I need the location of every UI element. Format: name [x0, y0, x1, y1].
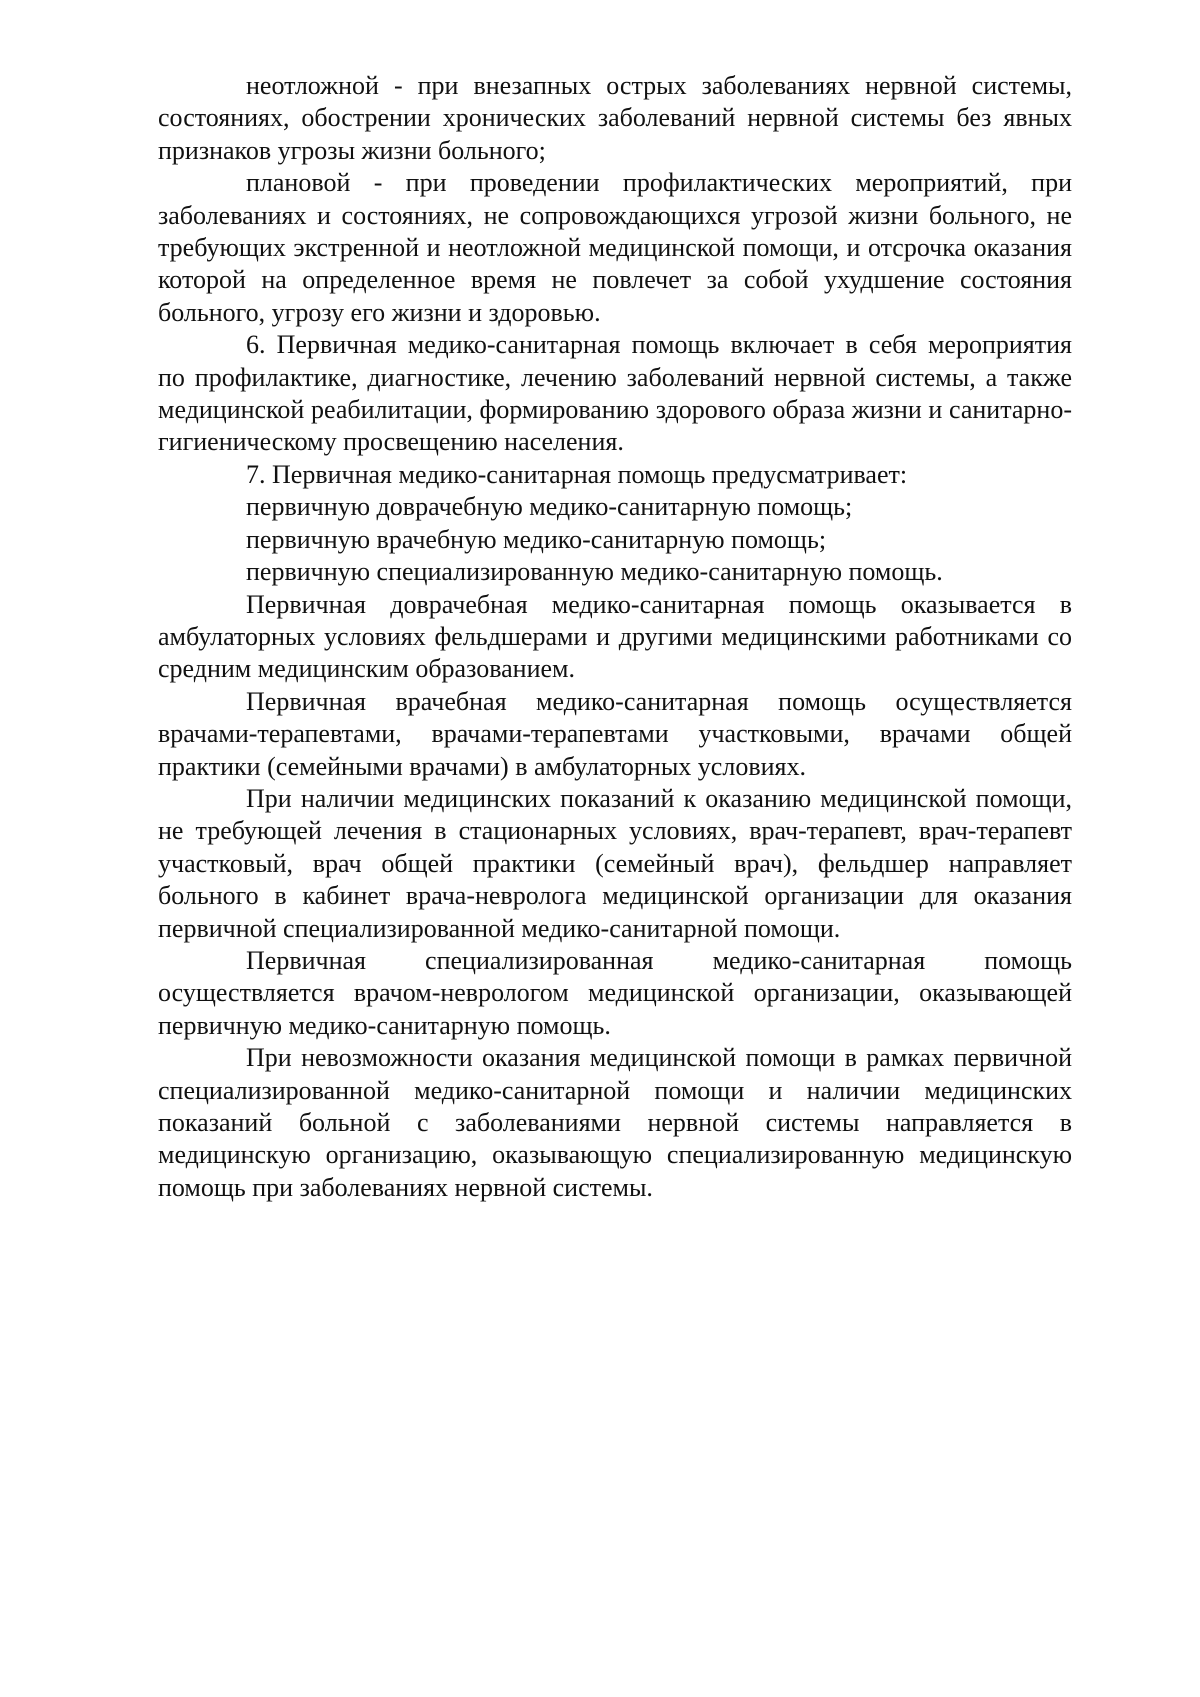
paragraph-specialized-description: Первичная специализированная медико-санитарная помощь осуществляется врачом-неврологом медицинской организации, оказывающей первичную медико-санитарную помощь. [158, 945, 1072, 1040]
paragraph-urgent-care: неотложной - при внезапных острых заболеваниях нервной системы, состояниях, обострении хронических заболеваний нервной системы без явных признаков угрозы жизни больного; [158, 71, 1072, 165]
paragraph-referral-to-specialized-organization: При невозможности оказания медицинской помощи в рамках первичной специализированной медико-санитарной помощи и наличии медицинских показаний больной с заболеваниями нервной системы направляется в медицинскую организацию, оказывающую специализированную медицинскую помощь при заболеваниях нервной системы. [158, 1043, 1072, 1202]
paragraph-planned-care: плановой - при проведении профилактических мероприятий, при заболеваниях и состояниях, не сопровождающихся угрозой жизни больного, не требующих экстренной и неотложной медицинской помощи, и отсрочка оказания которой на определенное время не повлечет за собой ухудшение состояния больного, угрозу его жизни и здоровью. [158, 168, 1072, 327]
list-item-physician-care: первичную врачебную медико-санитарную помощь; [246, 524, 827, 554]
paragraph-prehospital-description: Первичная доврачебная медико-санитарная помощь оказывается в амбулаторных условиях фельдшерами и другими медицинскими работниками со средним медицинским образованием. [158, 589, 1072, 684]
list-item-prehospital-care: первичную доврачебную медико-санитарную помощь; [246, 492, 853, 522]
paragraph-physician-description: Первичная врачебная медико-санитарная помощь осуществляется врачами-терапевтами, врачами-терапевтами участковыми, врачами общей практики (семейными врачами) в амбулаторных условиях. [158, 686, 1072, 781]
paragraph-item-6: 6. Первичная медико-санитарная помощь включает в себя мероприятия по профилактике, диагностике, лечению заболеваний нервной системы, а также медицинской реабилитации, формированию здорового образа жизни и санитарно-гигиеническому просвещению населения. [158, 330, 1072, 457]
paragraph-item-7: 7. Первичная медико-санитарная помощь предусматривает: [246, 459, 908, 489]
document-page [158, 70, 1072, 1204]
paragraph-referral-to-neurologist: При наличии медицинских показаний к оказанию медицинской помощи, не требующей лечения в стационарных условиях, врач-терапевт, врач-терапевт участковый, врач общей практики (семейный врач), фельдшер направляет больного в кабинет врача-невролога медицинской организации для оказания первичной специализированной медико-санитарной помощи. [158, 783, 1072, 943]
list-item-specialized-care: первичную специализированную медико-санитарную помощь. [246, 557, 943, 587]
